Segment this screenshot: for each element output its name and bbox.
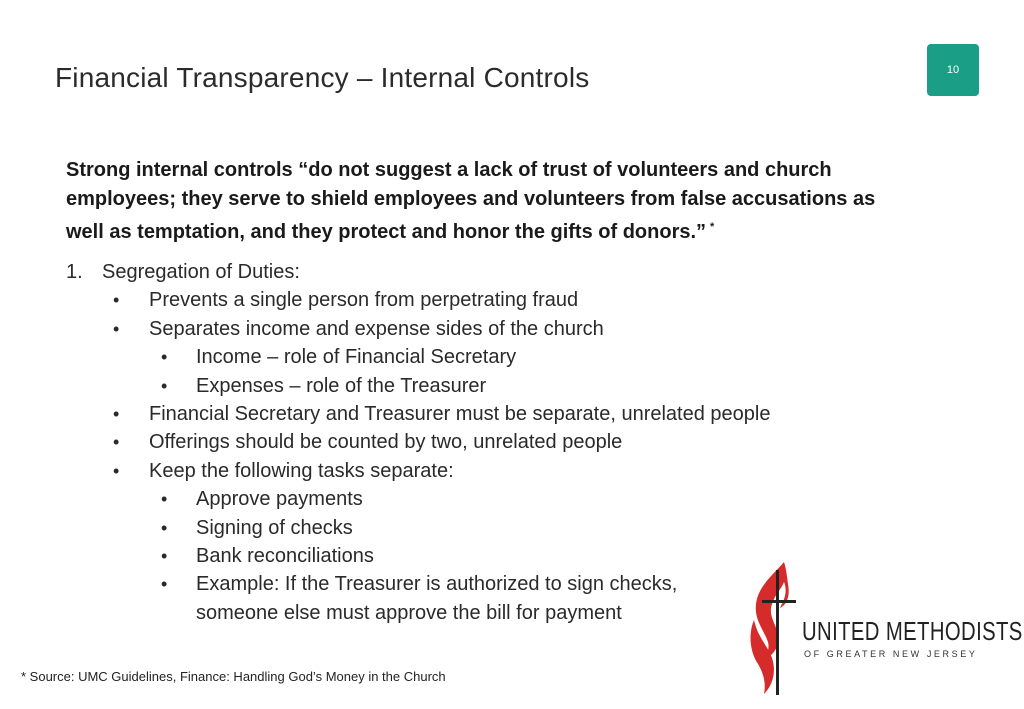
list-item-label: Keep the following tasks separate: (149, 459, 454, 482)
list-item-label: Financial Secretary and Treasurer must be separate, unrelated people (149, 402, 771, 425)
footnote: * Source: UMC Guidelines, Finance: Handling God’s Money in the Church (21, 669, 446, 684)
bullet: • (113, 290, 120, 311)
bullet: • (161, 545, 168, 566)
list-item-label: Offerings should be counted by two, unrelated people (149, 431, 623, 454)
list-item-label: Segregation of Duties: (102, 261, 300, 283)
bullet: • (161, 574, 168, 595)
logo-title: UNITED METHODISTS (802, 616, 1023, 646)
quote-text: Strong internal controls “do not suggest a lack of trust of volunteers and church employees; they serve to shield employees and volunteers from false accusations as well as temptation, and they protect and honor the gifts of donors.” (66, 159, 876, 243)
bullet: • (161, 517, 168, 538)
page-number-badge: 10 (927, 44, 979, 96)
slide-title: Financial Transparency – Internal Controls (55, 62, 590, 93)
list-item-label: Income – role of Financial Secretary (196, 346, 517, 369)
list-item-label: Bank reconciliations (196, 544, 374, 567)
bullet: • (113, 460, 120, 481)
bullet: • (161, 347, 168, 368)
bullet: • (113, 318, 120, 339)
bullet: • (113, 403, 120, 424)
list-item-label: Prevents a single person from perpetrating fraud (149, 289, 579, 312)
list-item-label: Approve payments (196, 488, 363, 511)
list-number: 1. (66, 261, 83, 283)
umc-logo (744, 560, 1023, 695)
bullet: • (161, 489, 168, 510)
footnote-marker: * (710, 221, 715, 233)
list-item-label: Signing of checks (196, 516, 353, 539)
quote-block (66, 156, 906, 247)
list-item-label: Expenses – role of the Treasurer (196, 374, 487, 397)
list-item-label: Separates income and expense sides of the church (149, 317, 604, 340)
bullet: • (113, 432, 120, 453)
list-item-label: Example: If the Treasurer is authorized to sign checks, (196, 573, 678, 596)
cross-and-flame-icon (744, 560, 804, 695)
bullet: • (161, 375, 168, 396)
logo-subtitle: OF GREATER NEW JERSEY (804, 649, 978, 659)
list-item-label: someone else must approve the bill for payment (196, 601, 622, 624)
